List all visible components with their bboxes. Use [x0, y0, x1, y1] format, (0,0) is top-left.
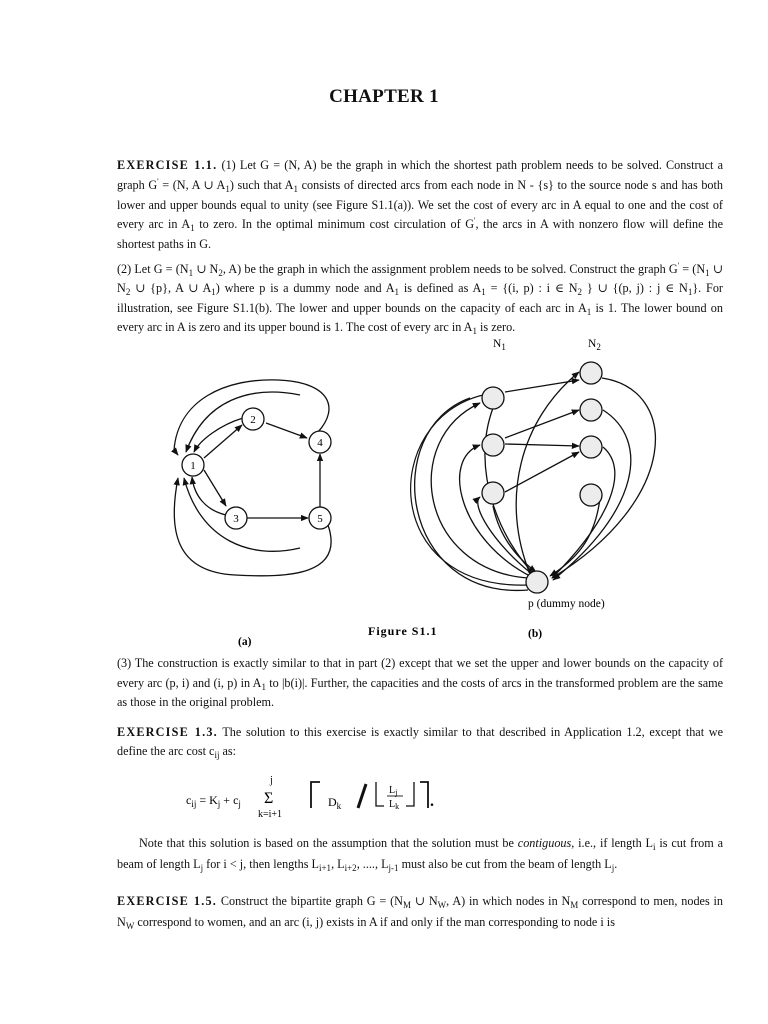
- exercise-1-5: EXERCISE 1.5. Construct the bipartite graph $G = (N_M$ ∪ $N_W$, A) in which nodes in $N_M$ correspond to men, nodes in $N_W$ correspond to women, and an arc (i, j) exists in A if and only if the man corresponding to node i is: [117, 894, 723, 932]
- node-b-n2-1: [580, 362, 602, 384]
- frac-num: $L_j$: [389, 785, 398, 797]
- svg-text:4: 4: [317, 437, 323, 449]
- sum-symbol: Σ: [264, 790, 274, 807]
- figure-label-b: (b): [528, 628, 543, 640]
- arc-1-to-2: [204, 425, 242, 458]
- chapter-title: CHAPTER 1: [329, 86, 439, 107]
- n2-label: $N_2$: [588, 338, 601, 352]
- arc-cost-formula: [170, 772, 450, 822]
- svg-text:5: 5: [317, 513, 323, 525]
- figure-b-arcs: [411, 372, 656, 590]
- arc-1-to-3: [204, 470, 226, 506]
- dummy-node-label: p (dummy node): [528, 598, 605, 610]
- exercise-1-3: EXERCISE 1.3. The solution to this exercise is exactly similar to that described in Application 1.2, except that we define the arc cost $c_{ij}$ as:: [117, 725, 723, 760]
- formula-d: $D_k$: [328, 795, 342, 811]
- node-b-n1-2: [482, 434, 504, 456]
- arc-5-to-1-outer: [174, 478, 331, 576]
- floor-right: [406, 782, 414, 806]
- node-a-1: [182, 454, 204, 476]
- node-a-4: [309, 431, 331, 453]
- sum-upper: j: [270, 775, 273, 786]
- frac-den: $L_k$: [389, 799, 400, 811]
- exercise-1-1-part-2: (2) Let $G = (N_1$ ∪ $N_2$, A) be the graph in which the assignment problem needs to be solved. Construct the graph $G' = (N_1$ ∪ $N_2$ ∪ {p}, A ∪ $A_1$) where p is a dummy node and $A_1$ is defined as $A_1 = \{(i$, p) : i ∈ $N_2$ } ∪ {(p, j) : j ∈ $N_1$}. For illustration, see Figure S1.1(b). The lower and upper bounds on the capacity of each arc in $A_1$ is 1. The lower bound on every arc in A is zero and its upper bound is 1. The cost of every arc in $A_1$ is zero.: [117, 261, 723, 336]
- node-a-5: [309, 507, 331, 529]
- node-b-n2-2: [580, 399, 602, 421]
- exercise-1-1-part-1: EXERCISE 1.1. (1) Let G = (N, A) be the graph in which the shortest path problem needs to be solved. Construct a graph G' = (N, A ∪ $A_1$) such that $A_1$ consists of directed arcs from each node in N - {s} to the source node s and has both lower and upper bounds equal to unity (see Figure S1.1(a)). We set the cost of every arc in A equal to one and the cost of every arc in $A_1$ to zero. In the optimal minimum cost circulation of G', the arcs in A with nonzero flow will define the shortest paths in G.: [117, 158, 724, 252]
- ceil-left: [311, 782, 320, 808]
- figure-s1-1: [0, 330, 768, 650]
- sum-lower: k=i+1: [258, 809, 283, 820]
- node-a-2: [242, 408, 264, 430]
- ceil-right: [420, 782, 428, 808]
- n1-label: $N_1$: [493, 338, 506, 352]
- figure-b-nodes: [482, 362, 602, 593]
- figure-label-a: (a): [238, 636, 252, 648]
- arc-2-to-4: [266, 423, 307, 438]
- exercise-1-3-note: Note that this solution is based on the assumption that the solution must be contiguous, i.e., if length $L_i$ is cut from a beam of length $L_j$ for i < j, then lengths $L_{i+1}$, $L_{i+2}$, ...., $L_{j-1}$ must also be cut from the beam of length $L_j$.: [117, 836, 724, 874]
- exercise-1-3-heading: EXERCISE 1.3.: [117, 725, 218, 739]
- node-a-3: [225, 507, 247, 529]
- exercise-1-1-part-3: (3) The construction is exactly similar to that in part (2) except that we set the upper and lower bounds on the capacity of every arc (p, i) and (i, p) in $A_1$ to |b(i)|. Further, the capacities and the costs of arcs in the transformed problem are the same as those in the original problem.: [117, 656, 724, 710]
- node-b-n1-1: [482, 387, 504, 409]
- node-b-n2-4: [580, 484, 602, 506]
- node-b-n1-3: [482, 482, 504, 504]
- exercise-1-1-heading: EXERCISE 1.1.: [117, 158, 218, 172]
- divide-slash: [358, 784, 366, 808]
- formula-lhs: $c_{ij} = K_j + c_j$: [186, 793, 241, 809]
- svg-text:1: 1: [190, 460, 196, 472]
- figure-a-nodes: [182, 408, 331, 529]
- floor-left: [376, 782, 384, 806]
- svg-text:3: 3: [233, 513, 239, 525]
- node-b-dummy-p: [526, 571, 548, 593]
- node-b-n2-3: [580, 436, 602, 458]
- exercise-1-5-heading: EXERCISE 1.5.: [117, 894, 218, 908]
- formula-period: .: [430, 793, 434, 810]
- figure-caption: Figure S1.1: [368, 624, 438, 638]
- svg-text:2: 2: [250, 414, 256, 426]
